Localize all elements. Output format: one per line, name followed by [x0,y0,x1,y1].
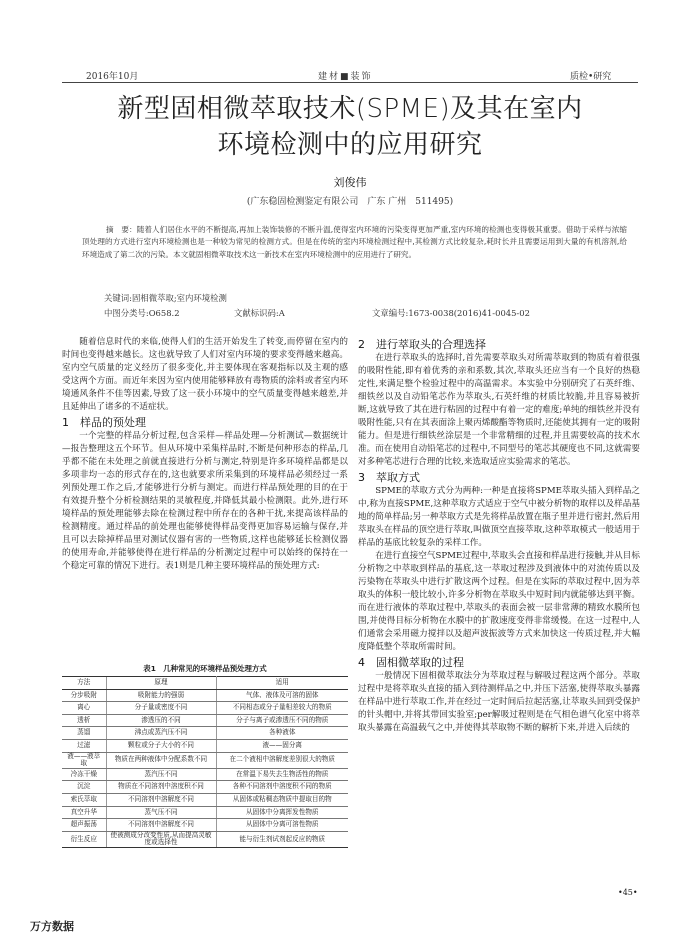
article-category: 质检•研究 [570,72,612,82]
table-cell: 分步吸附 [62,689,106,702]
table-cell: 渗透压的不同 [106,714,216,727]
table-cell: 沉淀 [62,781,106,794]
table-cell: 不同溶剂中溶解度不同 [106,819,216,832]
section-1-paragraph: 一个完整的样品分析过程,包含采样—样品处理—分析测试—数据统计—报告整理这五个环节。但从环境中采集样品时,不断是何种形态的样品,几乎都不能在未处理之前就直接进行分析与测定,特别是许多环境样品都是以多项非均一态的形式存在的,这也就要求所采集到的环境样品必须经过一系列预处理工作之后,才能够进行分析与测定。而进行样品预处理的目的在于有效提升整个分析检测结果的灵敏程度,并降低其最小检测限。此外,进行环境样品的预处理能够去除在检测过程中所存在的各种干扰,来提高该样品的检测精度。通过样品的前处理也能够使得样品变得更加容易运输与保存,并且可以去除掉样品里对测试仪器有害的一些物质,这样也能够延长检测仪器的使用寿命,并能够使得在进行样品的分析测定过程中可以始终的保持在一个稳定可靠的情况下进行。表1则是几种主要环境样品的预处理方式: [62,431,348,571]
table-cell: 冷冻干燥 [62,768,106,781]
section-2-paragraph: 在进行萃取头的选择时,首先需要萃取头对所需萃取到的物质有着很强的吸附性能,即有着优秀的亲和系数,其次,萃取头还应当有一个良好的热稳定性,来满足整个检验过程中的高温需求。本实验中分别研究了石英纤维、细铁丝以及自动铅笔芯作为萃取头,石英纤维的材质比较脆,并且容易被折断,这就导致了其在进行粘固的过程中有着一定的难度;单纯的细铁丝并没有吸附性能,只有在其表面涂上聚丙烯酸酯等物质时,还能使其拥有一定的吸附能力。但是进行细铁丝涂层是一个非常精细的过程,并且需要较高的技术水准。而在使用自动铅笔芯的过程中,不同型号的笔芯其硬度也不同,这就需要对多种笔芯进行合理的比较,来选取适应实验需求的笔芯。 [358,353,640,467]
table-cell: 在二个液相中溶解度差别很大的物质 [216,752,348,768]
issue-date: 2016年10月 [86,72,139,82]
table-cell: 物质在不同溶剂中溶度积不同 [106,781,216,794]
table-caption: 表1 几种常见的环境样品预处理方式 [143,664,267,673]
table-header-cell: 方法 [62,677,106,690]
table-row [62,727,348,740]
table-cell: 不同相态或分子量相差较大的物质 [216,702,348,715]
table-cell: 气体、液体及可溶的固体 [216,689,348,702]
abstract-text: 随着人们居住水平的不断提高,再加上装饰装修的不断升温,使得室内环境的污染变得更加严重,室内环境的检测也变得极其重要。借助于采样与浓缩顶处理的方式进行室内环境检测也是一种较为常见的检测方式。但是在传统的室内环境检测过程中,其检测方式比较复杂,耗时长并且需要运用到大量的有机溶剂,给环境造成了第二次的污染。本文就固相微萃取技术这一新技术在室内环境检测中的应用进行了研究。 [82,225,628,259]
table-cell: 各种液体 [216,727,348,740]
table-cell: 从固体或粘稠态物质中提取目的物 [216,793,348,806]
left-column [62,336,348,573]
table-cell: 颗粒或分子大小的不同 [106,739,216,752]
table-cell: 蒸馏 [62,727,106,740]
preprocessing-table [62,676,348,848]
abstract-label: 摘 要： [106,225,137,234]
table-cell: 从固体中分离挥发性物质 [216,806,348,819]
table-cell: 沸点或蒸汽压不同 [106,727,216,740]
intro-paragraph: 随着信息时代的来临,使得人们的生活开始发生了转变,而停留在室内的时间也变得越来越长。这也就导致了人们对室内环境的要求变得越来越高。室内空气质量的定义经历了很多变化,并主要体现在客观指标以及主观的感受这两个方面。而近年来因为室内使用能够释放有毒物质的涂料或者室内环境通风条件不佳等因素,导致了这一获小环境中的空气质量变得越来越差,并且延伸出了诸多的不适症状。 [62,337,348,412]
table-cell: 液——固分离 [216,739,348,752]
table-row [62,806,348,819]
table-row [62,714,348,727]
table-cell: 透析 [62,714,106,727]
affiliation: (广东稳固检测鉴定有限公司 广东 广州 511495) [246,197,454,207]
watermark-logo: 万方数据 [30,920,74,933]
table-header-cell: 适用 [216,677,348,690]
section-3-heading: 3 萃取方式 [358,471,420,484]
table-cell: 真空升华 [62,806,106,819]
table-row [62,702,348,715]
table-cell: 不同溶剂中溶解度不同 [106,793,216,806]
abstract [82,224,627,261]
table-cell: 使被测成分改变性质,从而提高灵敏度或选择性 [106,831,216,847]
table-row [62,781,348,794]
table-cell: 液——液萃取 [62,752,106,768]
table-row [62,831,348,847]
table-cell: 分子与离子或渗透压不同的物质 [216,714,348,727]
table-cell: 能与衍生剂试剂起反应的物质 [216,831,348,847]
clc-number: 中图分类号:O658.2 [104,308,180,318]
table-cell: 各种不同溶剂中溶度积不同的物质 [216,781,348,794]
article-number: 文章编号:1673-0038(2016)41-0045-02 [372,308,530,318]
right-column [358,336,640,735]
author: 刘俊伟 [333,176,367,189]
table-cell: 物质在两种液体中分配系数不同 [106,752,216,768]
table-cell: 索氏萃取 [62,793,106,806]
table-cell: 蒸气压不同 [106,806,216,819]
section-4-heading: 4 固相微萃取的过程 [358,656,464,669]
table-cell: 在常温下易失去生物活性的物质 [216,768,348,781]
table-cell: 超声振荡 [62,819,106,832]
article-title-line2: 环境检测中的应用研究 [217,130,483,160]
table-cell: 吸附能力的强弱 [106,689,216,702]
table-cell: 从固体中分离可溶性物质 [216,819,348,832]
table-row [62,793,348,806]
table-row [62,739,348,752]
table-row [62,689,348,702]
table-cell: 蒸汽压不同 [106,768,216,781]
article-title-line1: 新型固相微萃取技术(SPME)及其在室内 [117,94,583,124]
table-row [62,752,348,768]
section-3-paragraph-2: 在进行直接空气SPME过程中,萃取头会直接和样品进行接触,并从目标分析物之中萃取到样品的基底,这一萃取过程涉及到液体中的对流传质以及污染物在萃取头中进行扩散这两个过程。但是在实际的萃取过程中,因为萃取头的体积一般比较小,许多分析物在萃取头中短时间内就能够达到平衡。而在进行液体的萃取过程中,萃取头的表面会被一层非常薄的精致水膜所包围,并使得目标分析物在水膜中的扩散速度变得非常缓慢。在这一过程中,人们通常会采用磁力搅拌以及超声波振波等方式来加快这一传质过程,并大幅度降低整个萃取所需时间。 [358,551,640,652]
table-cell: 过滤 [62,739,106,752]
table-cell: 分子量或密度不同 [106,702,216,715]
page-number: •45• [618,888,638,897]
table-cell: 离心 [62,702,106,715]
table-header-row [62,677,348,690]
table-row [62,768,348,781]
header-rule [62,82,638,83]
section-1-heading: 1 样品的预处理 [62,416,146,429]
section-3-paragraph-1: SPME的萃取方式分为两种:一种是直接将SPME萃取头插入到样品之中,称为直接SPME,这种萃取方式适应于空气中被分析物的取样以及样品基地的简单样品;另一种萃取方式是先将样品放置在瓶子里并进行密封,然后用萃取头在样品的顶空进行萃取,叫做顶空直接萃取,这种萃取模式一般适用于样品的基底比较复杂的采样工作。 [358,486,640,548]
journal-section: 建材■装饰 [318,72,373,82]
section-2-heading: 2 进行萃取头的合理选择 [358,338,486,351]
keywords: 关键词:固相微萃取;室内环境检测 [104,293,227,303]
table-row [62,819,348,832]
table-cell: 衍生反应 [62,831,106,847]
section-4-paragraph: 一般情况下固相微萃取法分为萃取过程与解吸过程这两个部分。萃取过程中是将萃取头直接的插入到待测样品之中,并压下活塞,使得萃取头暴露在样品中进行萃取工作,并在经过一定时间后拉起活塞,让萃取头回到受保护的针头帽中,并将其带回实验室;per解吸过程则是在气相色谱气化室中将萃取头暴露在高温载气之中,并使得其萃取物不断的解析下来,并进入后续的 [358,671,640,733]
table-header-cell: 原理 [106,677,216,690]
document-code: 文献标识码:A [234,308,285,318]
